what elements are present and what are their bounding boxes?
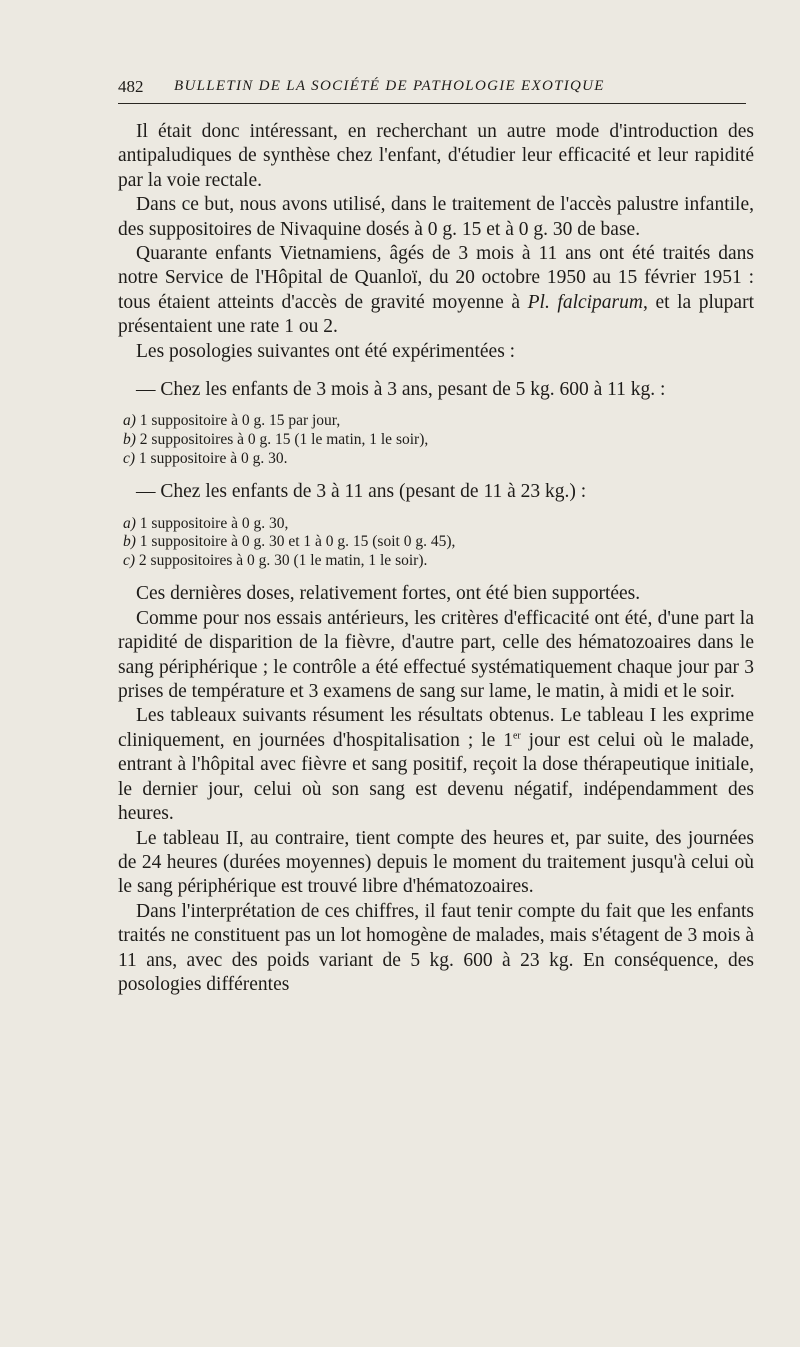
item-text: 1 suppositoire à 0 g. 30 et 1 à 0 g. 15 (soit 0 g. 45), xyxy=(139,533,456,551)
dosage-item xyxy=(123,515,754,534)
item-text: 2 suppositoires à 0 g. 30 (1 le matin, 1 le soir). xyxy=(138,551,428,569)
paragraph: Dans l'interprétation de ces chiffres, il faut tenir compte du fait que les enfants traités ne constituent pas un lot homogène de malades, mais s'étagent de 3 mois à 11 ans, avec des poids variant de 5 kg. 600 à 23 kg. En conséquence, des posologies différentes xyxy=(118,900,754,995)
item-letter: a) xyxy=(123,412,136,430)
item-text: 1 suppositoire à 0 g. 30. xyxy=(138,449,288,467)
paragraph: Dans ce but, nous avons utilisé, dans le traitement de l'accès palustre infantile, des suppositoires de Nivaquine dosés à 0 g. 15 et à 0 g. 30 de base. xyxy=(118,194,754,240)
item-text: 1 suppositoire à 0 g. 15 par jour, xyxy=(139,412,341,430)
paragraph: Les posologies suivantes ont été expérimentées : xyxy=(136,340,516,362)
item-letter: c) xyxy=(123,449,136,467)
paragraph-text: , et la plupart présentaient une rate 1 ou 2. xyxy=(118,291,754,338)
paragraph xyxy=(118,704,754,826)
item-letter: b) xyxy=(123,431,136,449)
running-head xyxy=(118,77,746,104)
dosage-list xyxy=(123,412,754,468)
paragraph-text: jour est celui où le malade, entrant à l'hôpital avec fièvre et sang positif, reçoit la dose thérapeutique initiale, le dernier jour, celui où son sang est devenu négatif, indépendamment des heures. xyxy=(118,729,754,825)
journal-title: BULLETIN DE LA SOCIÉTÉ DE PATHOLOGIE EXOTIQUE xyxy=(174,78,605,94)
page-number: 482 xyxy=(118,77,144,96)
dosage-item xyxy=(123,431,754,450)
item-letter: c) xyxy=(123,551,136,569)
dosage-group-intro: — Chez les enfants de 3 à 11 ans (pesant de 11 à 23 kg.) : xyxy=(136,481,587,503)
paragraph-text: Les tableaux suivants résument les résultats obtenus. Le tableau I les exprime cliniquement, en journées d'hospitalisation ; le 1 xyxy=(118,705,754,751)
item-text: 2 suppositoires à 0 g. 15 (1 le matin, 1 le soir), xyxy=(139,431,429,449)
item-letter: b) xyxy=(123,533,136,551)
paragraph: Ces dernières doses, relativement fortes, ont été bien supportées. xyxy=(136,583,641,605)
dosage-item xyxy=(123,552,754,571)
paragraph: Comme pour nos essais antérieurs, les critères d'efficacité ont été, d'une part la rapidité de disparition de la fièvre, d'autre part, celle des hématozoaires dans le sang périphérique ; le contrôle a été effectué systématiquement chaque jour par 3 prises de température et 3 examens de sang sur lame, le matin, à midi et le soir. xyxy=(118,607,754,703)
paragraph: Il était donc intéressant, en recherchant un autre mode d'introduction des antipaludiques de synthèse chez l'enfant, d'étudier leur efficacité et leur rapidité par la voie rectale. xyxy=(118,121,754,191)
dosage-group-intro: — Chez les enfants de 3 mois à 3 ans, pesant de 5 kg. 600 à 11 kg. : xyxy=(136,379,666,401)
item-text: 1 suppositoire à 0 g. 30, xyxy=(139,514,289,532)
paragraph-text: Quarante enfants Vietnamiens, âgés de 3 mois à 11 ans ont été traités dans notre Service de l'Hôpital de Quanloï, du 20 octobre 1950 au 15 février 1951 : tous étaient atteints d'accès de gravité moyenne à xyxy=(118,243,754,313)
article-body xyxy=(118,120,754,997)
dosage-item xyxy=(123,450,754,469)
dosage-item xyxy=(123,412,754,431)
paragraph: Le tableau II, au contraire, tient compte des heures et, par suite, des journées de 24 heures (durées moyennes) depuis le moment du traitement jusqu'à celui où le sang périphérique est trouvé libre d'hématozoaires. xyxy=(118,827,754,898)
species-name: Pl. falciparum xyxy=(527,291,643,313)
dosage-list xyxy=(123,515,754,571)
dosage-item xyxy=(123,533,754,552)
superscript: er xyxy=(512,730,521,742)
item-letter: a) xyxy=(123,514,136,532)
paragraph xyxy=(118,242,754,340)
